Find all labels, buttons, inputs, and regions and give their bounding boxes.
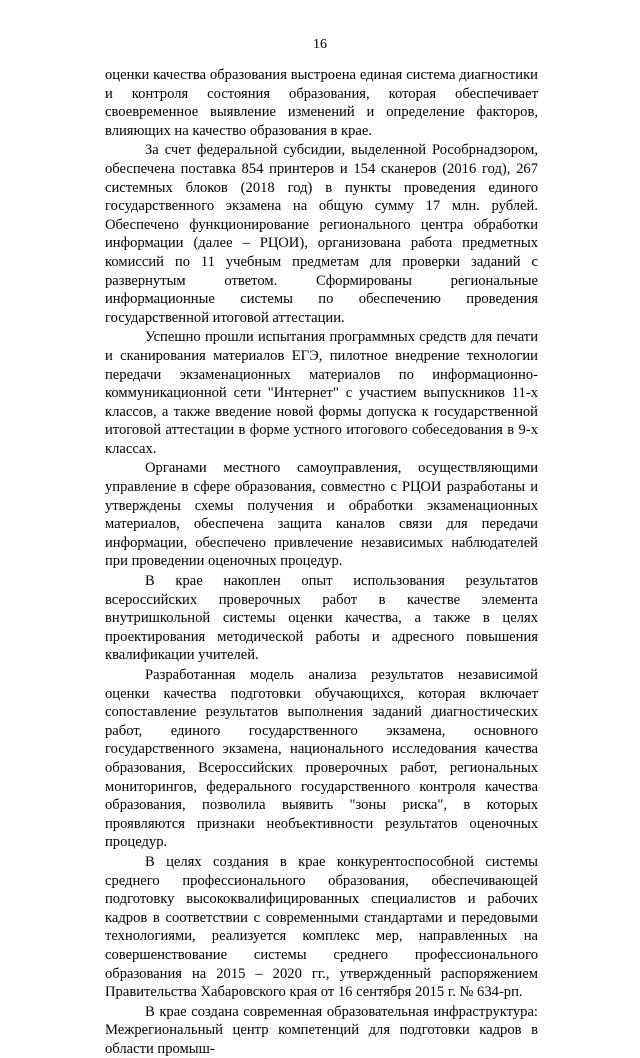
- paragraph: За счет федеральной субсидии, выделенной Рособрнадзором, обеспечена поставка 854 принтеров и 154 сканеров (2016 год), 267 системных блоков (2018 год) в пункты проведения единого государственного экзамена на общую сумму 17 млн. рублей. Обеспечено функционирование регионального центра обработки информации (далее – РЦОИ), организована работа предметных комиссий по 11 учебным предметам для проверки заданий с развернутым ответом. Сформированы региональные информационные системы по обеспечению проведения государственной итоговой аттестации.: [105, 142, 538, 326]
- paragraph: В целях создания в крае конкурентоспособной системы среднего профессионального образования, обеспечивающей подготовку высококвалифицированных специалистов и рабочих кадров в соответствии с современными стандартами и передовыми технологиями, реализуется комплекс мер, направленных на совершенствование системы среднего профессионального образования на 2015 – 2020 гг., утвержденный распоряжением Правительства Хабаровского края от 16 сентября 2015 г. № 634-рп.: [105, 853, 538, 1001]
- paragraph: В крае создана современная образовательная инфраструктура: Межрегиональный центр компетенций для подготовки кадров в области промыш-: [105, 1003, 538, 1057]
- paragraph: В крае накоплен опыт использования результатов всероссийских проверочных работ в качестве элемента внутришкольной системы оценки качества, а также в целях проектирования методической работы и адресного повышения квалификации учителей.: [105, 573, 538, 664]
- paragraph: Разработанная модель анализа результатов независимой оценки качества подготовки обучающихся, которая включает сопоставление результатов выполнения заданий диагностических работ, единого государственного экзамена, основного государственного экзамена, национального исследования качества образования, Всероссийских проверочных работ, региональных мониторингов, федерального государственного контроля качества образования, позволила выявить "зоны риска", в которых проявляются признаки необъективности результатов оценочных процедур.: [105, 667, 538, 851]
- page-number: 16: [313, 37, 327, 52]
- paragraph: Органами местного самоуправления, осуществляющими управление в сфере образования, совместно с РЦОИ разработаны и утверждены схемы получения и обработки экзаменационных материалов, обеспечена защита каналов связи для передачи информации, обеспечено привлечение независимых наблюдателей при проведении оценочных процедур.: [105, 460, 538, 570]
- paragraph: Успешно прошли испытания программных средств для печати и сканирования материалов ЕГЭ, пилотное внедрение технологии передачи экзаменационных материалов по информационно-коммуникационной сети "Интернет" с участием выпускников 11-х классов, а также введение новой формы допуска к государственной итоговой аттестации в форме устного итогового собеседования в 9-х классах.: [105, 329, 538, 457]
- body-text: [105, 66, 538, 1058]
- paragraph: оценки качества образования выстроена единая система диагностики и контроля состояния образования, которая обеспечивает своевременное выявление изменений и определение факторов, влияющих на качество образования в крае.: [105, 67, 538, 139]
